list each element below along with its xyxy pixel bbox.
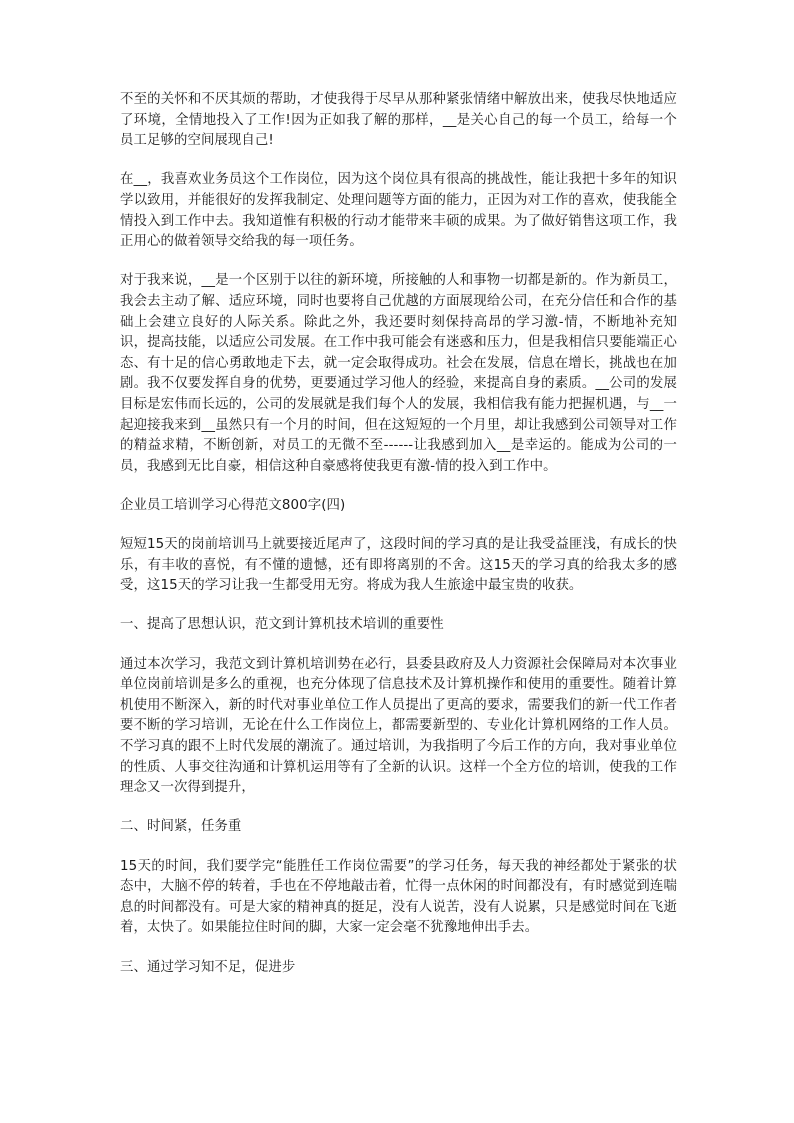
section-title: 企业员工培训学习心得范文800字(四) (120, 497, 346, 513)
paragraph: 对于我来说，__是一个区别于以往的新环境，所接触的人和事物一切都是新的。作为新员工，我会去主动了解、适应环境，同时也要将自己优越的方面展现给公司，在充分信任和合作的基础上会建立良好的人际关系。除此之外，我还要时刻保持高昂的学习激-情，不断地补充知识，提高技能，以适应公司发展。在工作中我可能会有迷惑和压力，但是我相信只要能端正心态、有十足的信心勇敢地走下去，就一定会取得成功。社会在发展，信息在增长，挑战也在加剧。我不仅要发挥自身的优势，更要通过学习他人的经验，来提高自身的素质。__公司的发展目标是宏伟而长远的，公司的发展就是我们每个人的发展，我相信我有能力把握机遇，与__一起迎接我来到__虽然只有一个月的时间，但在这短短的一个月里，却让我感到公司领导对工作的精益求精，不断创新，对员工的无微不至------让我感到加入__是幸运的。能成为公司的一员，我感到无比自豪，相信这种自豪感将使我更有激-情的投入到工作中。 (120, 273, 677, 474)
paragraph: 不至的关怀和不厌其烦的帮助，才使我得于尽早从那种紧张情绪中解放出来，使我尽快地适应了环境，全情地投入了工作!因为正如我了解的那样，__是关心自己的每一个员工，给每一个员工足够的空间展现自己! (120, 92, 677, 149)
paragraph: 15天的时间，我们要学完“能胜任工作岗位需要”的学习任务，每天我的神经都处于紧张的状态中，大脑不停的转着，手也在不停地敲击着，忙得一点休闲的时间都没有，有时感觉到连喘息的时间都没有。可是大家的精神真的挺足，没有人说苦，没有人说累，只是感觉时间在飞逝着，太快了。如果能拉住时间的脚，大家一定会毫不犹豫地伸出手去。 (120, 858, 677, 936)
paragraph: 在__，我喜欢业务员这个工作岗位，因为这个岗位具有很高的挑战性，能让我把十多年的知识学以致用，并能很好的发挥我制定、处理问题等方面的能力，正因为对工作的喜欢，使我能全情投入到工作中去。我知道惟有积极的行动才能带来丰硕的成果。为了做好销售这项工作，我正用心的做着领导交给我的每一项任务。 (120, 172, 677, 250)
section-heading: 二、时间紧，任务重 (120, 819, 242, 835)
document-body (120, 90, 677, 997)
section-heading: 一、提高了思想认识，范文到计算机技术培训的重要性 (120, 617, 444, 633)
paragraph: 通过本次学习，我范文到计算机培训势在必行，县委县政府及人力资源社会保障局对本次事业单位岗前培训是多么的重视，也充分体现了信息技术及计算机操作和使用的重要性。随着计算机使用不断深入，新的时代对事业单位工作人员提出了更高的要求，需要我们的新一代工作者要不断的学习培训，无论在什么工作岗位上，都需要新型的、专业化计算机网络的工作人员。不学习真的跟不上时代发展的潮流了。通过培训，为我指明了今后工作的方向，我对事业单位的性质、人事交往沟通和计算机运用等有了全新的认识。这样一个全方位的培训，使我的工作理念又一次得到提升， (120, 656, 677, 796)
section-heading: 三、通过学习知不足，促进步 (120, 959, 296, 975)
paragraph: 短短15天的岗前培训马上就要接近尾声了，这段时间的学习真的是让我受益匪浅，有成长的快乐，有丰收的喜悦，有不懂的遗憾，还有即将离别的不舍。这15天的学习真的给我太多的感受，这15天的学习让我一生都受用无穷。将成为我人生旅途中最宝贵的收获。 (120, 537, 677, 594)
